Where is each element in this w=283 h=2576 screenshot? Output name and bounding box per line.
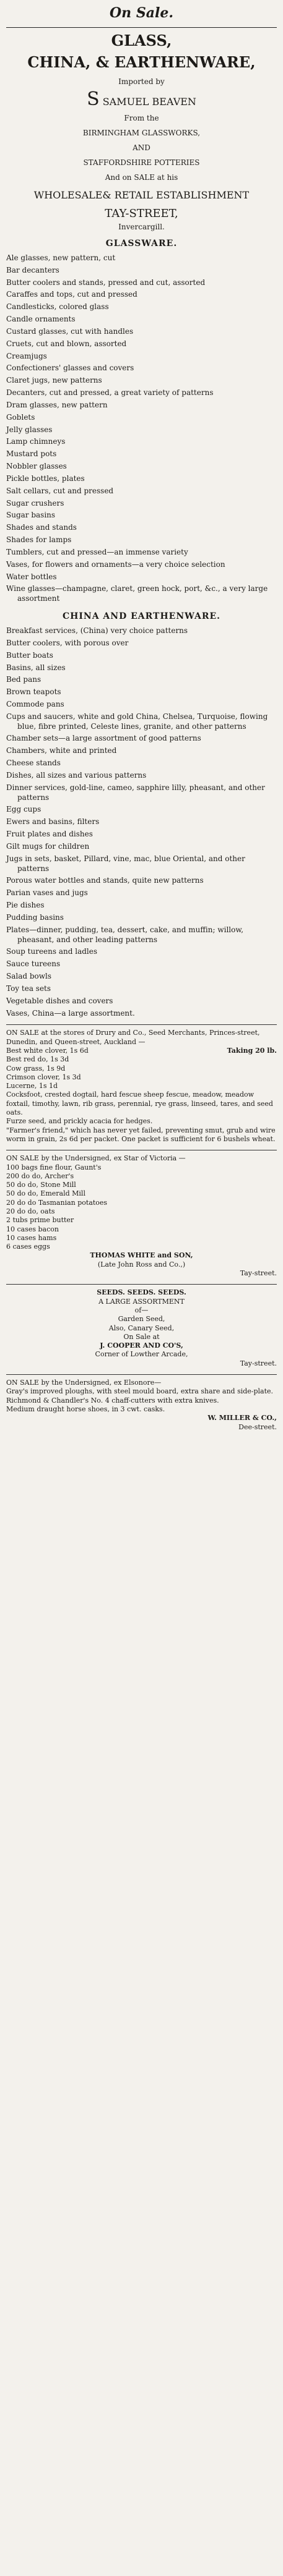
glassware-item: Dram glasses, new pattern (6, 400, 108, 409)
glassware-item: Goblets (6, 412, 35, 422)
seeds-line1: A LARGE ASSORTMENT (98, 1297, 185, 1306)
title-china: CHINA, & EARTHENWARE, (27, 53, 256, 71)
white-son-line: 100 bags fine flour, Gaunt's (6, 1163, 102, 1171)
glassware-item: Nobbler glasses (6, 462, 67, 471)
glassware-item: Candlesticks, colored glass (6, 302, 109, 312)
seeds-line2: of— (134, 1306, 149, 1314)
white-son-line: 6 cases eggs (6, 1243, 50, 1251)
glassware-item: Cruets, cut and blown, assorted (6, 339, 127, 348)
drury-tail2: Furze seed, and prickly acacia for hedges. (6, 1117, 153, 1126)
china-item: Jugs in sets, basket, Pillard, vine, mac, blue Oriental, and other patterns (6, 854, 245, 873)
miller-lead: ON SALE by the Undersigned, ex Elsonore— (6, 1379, 162, 1387)
glassware-item: Bar decanters (6, 265, 59, 274)
drury-line: Best white clover, 1s 6d (6, 1046, 89, 1055)
source-staffordshire: STAFFORDSHIRE POTTERIES (83, 158, 200, 167)
header-rule (6, 27, 277, 28)
china-item: Pudding basins (6, 912, 64, 922)
imported-by: Imported by (118, 77, 165, 86)
china-item: Butter coolers, with porous over (6, 638, 129, 647)
china-item: Pie dishes (6, 901, 45, 910)
china-item: Butter boats (6, 650, 53, 660)
town-name: Invercargill. (118, 223, 165, 231)
from-the: From the (124, 114, 159, 122)
miller-ad (6, 1374, 277, 1432)
china-item: Salad bowls (6, 972, 52, 981)
drury-lead: ON SALE at the stores of Drury and Co., Seed Merchants, Princes-street, Dunedin, and Queen-street, Auckland — (6, 1029, 260, 1046)
glassware-item: Caraffes and tops, cut and pressed (6, 290, 137, 299)
white-son-lines (6, 1163, 277, 1252)
glassware-item: Shades for lamps (6, 535, 72, 545)
glassware-item: Jelly glasses (6, 425, 53, 434)
china-item: Cheese stands (6, 759, 61, 768)
white-son-line: 20 do do, oats (6, 1207, 55, 1215)
china-item: Gilt mugs for children (6, 841, 90, 851)
seeds-line5: On Sale at (123, 1332, 160, 1341)
white-son-lead: ON SALE by the Undersigned, ex Star of Victoria — (6, 1154, 186, 1163)
on-sale-header: On Sale. (110, 5, 173, 21)
glassware-item: Vases, for flowers and ornaments—a very choice selection (6, 559, 225, 569)
glassware-item: Butter coolers and stands, pressed and cut, assorted (6, 278, 206, 287)
china-item: Vases, China—a large assortment. (6, 1008, 135, 1018)
and-on-sale: And on SALE at his (105, 173, 178, 182)
glassware-list (6, 253, 277, 604)
china-item: Ewers and basins, filters (6, 817, 100, 827)
white-son-line: 20 do do Tasmanian potatoes (6, 1198, 108, 1207)
dropcap-s: S (87, 88, 100, 110)
importer-name-text: SAMUEL BEAVEN (102, 96, 196, 108)
drury-row (6, 1047, 277, 1090)
miller-line1: Gray's improved ploughs, with steel mould board, extra share and side-plate. (6, 1387, 274, 1396)
glassware-item: Wine glasses—champagne, claret, green hock, port, &c., a very large assortment (6, 584, 268, 603)
seeds-line7: Corner of Lowther Arcade, (95, 1350, 188, 1359)
china-item: Basins, all sizes (6, 663, 66, 672)
glassware-item: Sugar crushers (6, 498, 64, 508)
seeds-line6: J. COOPER AND CO'S, (100, 1341, 183, 1350)
white-son-line: 2 tubs prime butter (6, 1216, 74, 1225)
china-heading: CHINA AND EARTHENWARE. (62, 611, 221, 622)
title-glass: GLASS, (111, 32, 172, 49)
china-item: Dishes, all sizes and various patterns (6, 770, 147, 780)
china-item: Chambers, white and printed (6, 746, 117, 755)
china-item: Dinner services, gold-line, cameo, sapphire lilly, pheasant, and other patterns (6, 783, 265, 802)
glassware-item: Water bottles (6, 572, 57, 581)
drury-line: Lucerne, 1s 1d (6, 1082, 58, 1090)
glassware-item: Mustard pots (6, 449, 57, 459)
white-son-signature3: Tay-street. (240, 1269, 277, 1278)
drury-line: Cow grass, 1s 9d (6, 1064, 66, 1073)
source-birmingham: BIRMINGHAM GLASSWORKS, (82, 129, 201, 137)
white-son-line: 50 do do, Stone Mill (6, 1181, 76, 1189)
miller-signature: W. MILLER & CO., (207, 1414, 277, 1422)
china-item: Egg cups (6, 805, 41, 814)
glassware-item: Custard glasses, cut with handles (6, 326, 134, 336)
white-son-line: 200 do do, Archer's (6, 1171, 74, 1180)
drury-line: Crimson clover, 1s 3d (6, 1073, 81, 1081)
glassware-item: Pickle bottles, plates (6, 474, 85, 483)
china-item: Toy tea sets (6, 984, 51, 993)
china-item: Brown teapots (6, 687, 61, 697)
china-item: Chamber sets—a large assortment of good patterns (6, 734, 201, 743)
china-item: Porous water bottles and stands, quite new patterns (6, 876, 204, 885)
glassware-item: Salt cellars, cut and pressed (6, 486, 114, 495)
glassware-item: Shades and stands (6, 523, 77, 532)
white-son-line: 50 do do, Emerald Mill (6, 1189, 85, 1198)
glassware-item: Decanters, cut and pressed, a great variety of patterns (6, 388, 214, 397)
and-word: AND (133, 143, 150, 152)
glassware-item: Candle ornaments (6, 315, 76, 324)
glassware-item: Tumblers, cut and pressed—an immense variety (6, 547, 188, 556)
glassware-item: Creamjugs (6, 351, 47, 360)
seeds-heading: SEEDS. SEEDS. SEEDS. (97, 1288, 186, 1297)
white-son-signature2: (Late John Ross and Co.,) (97, 1260, 186, 1269)
china-item: Vegetable dishes and covers (6, 996, 113, 1005)
importer-name (6, 88, 277, 110)
seeds-line3: Garden Seed, (118, 1315, 165, 1324)
glassware-item: Confectioners' glasses and covers (6, 363, 134, 373)
drury-line: Best red do, 1s 3d (6, 1055, 69, 1064)
drury-tail3: "Farmer's friend," which has never yet failed, preventing smut, grub and wire worm in grain, 2s 6d per packet. One packet is sufficient for 6 bushels wheat. (6, 1126, 276, 1143)
china-item: Sauce tureens (6, 959, 61, 969)
glassware-item: Lamp chimneys (6, 437, 66, 446)
white-son-line: 10 cases bacon (6, 1225, 59, 1233)
glassware-item: Claret jugs, new patterns (6, 376, 102, 385)
store-name: WHOLESALE& RETAIL ESTABLISHMENT (33, 189, 250, 201)
china-item: Commode pans (6, 699, 64, 708)
miller-signature2: Dee-street. (238, 1422, 277, 1431)
white-son-signature: THOMAS WHITE and SON, (90, 1251, 193, 1260)
white-son-ad (6, 1150, 277, 1278)
drury-lines (6, 1047, 222, 1090)
china-item: Cups and saucers, white and gold China, Chelsea, Turquoise, flowing blue, fibre printed, Celeste lines, granite, and other patterns (6, 712, 268, 731)
seeds-line8: Tay-street. (240, 1359, 277, 1367)
china-item: Soup tureens and ladles (6, 947, 98, 956)
glassware-item: Sugar basins (6, 511, 56, 520)
drury-note: Taking 20 lb. (227, 1046, 277, 1055)
china-item: Plates—dinner, pudding, tea, dessert, cake, and muffin; willow, pheasant, and other leading patterns (6, 925, 244, 944)
china-item: Parian vases and jugs (6, 888, 88, 898)
china-item: Breakfast services, (China) very choice patterns (6, 626, 188, 635)
drury-tail: Cocksfoot, crested dogtail, hard fescue sheep fescue, meadow, meadow foxtail, timothy, lawn, rib grass, perennial, rye grass, linseed, tares, and seed oats. (6, 1090, 273, 1117)
glassware-heading: GLASSWARE. (105, 239, 178, 249)
glassware-item: Ale glasses, new pattern, cut (6, 253, 116, 262)
miller-line2: Richmond & Chandler's No. 4 chaff-cutters with extra knives. (6, 1396, 219, 1405)
seeds-ad (6, 1284, 277, 1368)
china-list (6, 626, 277, 1018)
white-son-line: 10 cases hams (6, 1233, 57, 1242)
drury-ad (6, 1024, 277, 1144)
china-item: Fruit plates and dishes (6, 830, 93, 839)
china-item: Bed pans (6, 675, 41, 684)
miller-line3: Medium draught horse shoes, in 3 cwt. casks. (6, 1405, 165, 1413)
street-name: TAY-STREET, (105, 207, 178, 220)
seeds-line4: Also, Canary Seed, (108, 1324, 175, 1332)
